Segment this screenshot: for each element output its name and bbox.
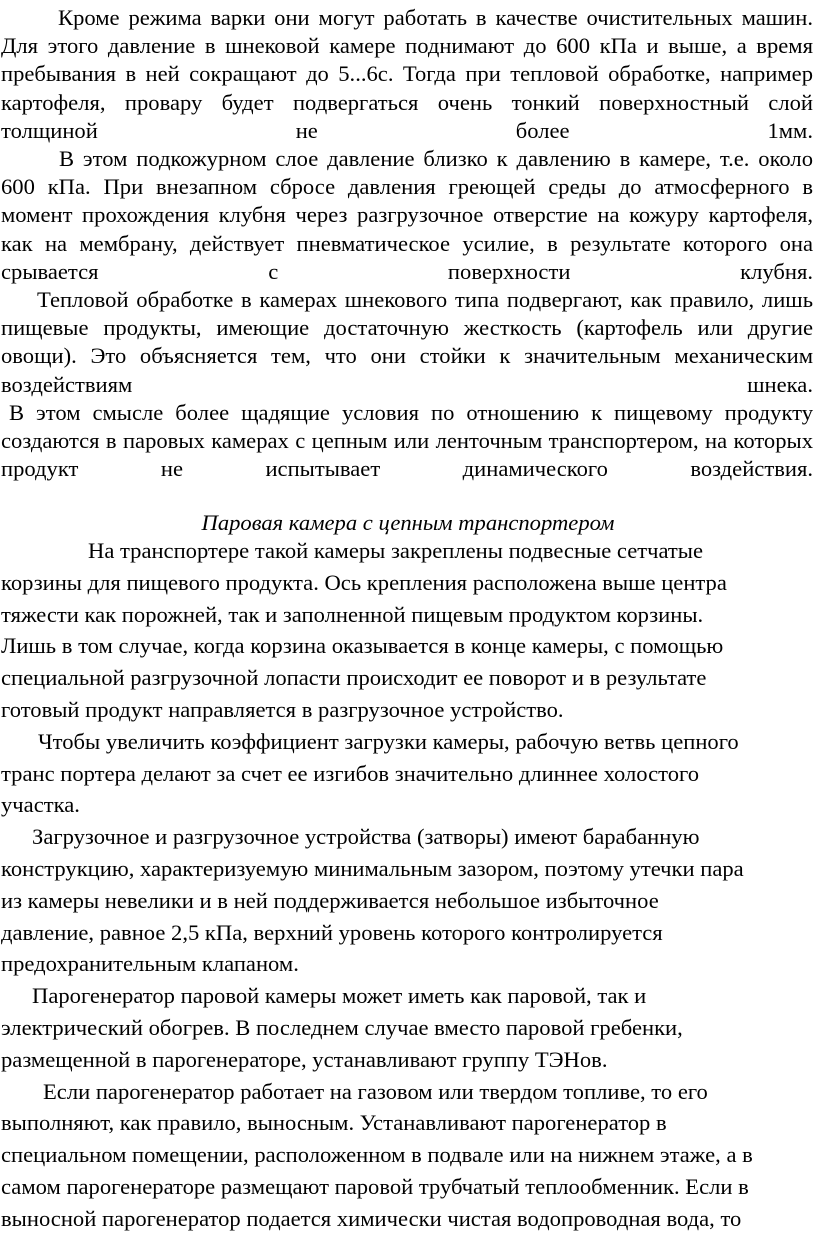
text-line: На транспортере такой камеры закреплены подвесные сетчатые — [88, 538, 704, 563]
paragraph-cleaning-mode: Кроме режима варки они могут работать в качестве очистительных машин. Для этого давление в шнековой камере поднимают до 600 кПа и выше, а время пребывания в ней сокращают до 5...6с. Тогда при тепловой обработке, например картофеля, провару будет подвергаться очень тонкий поверхностный слой толщиной не более 1мм. — [1, 5, 813, 143]
text-line: готовый продукт направляется в разгрузочное устройство. — [1, 696, 564, 722]
text-line: корзины для пищевого продукта. Ось крепления расположена выше центра — [1, 569, 727, 595]
intro-text-block — [1, 4, 813, 483]
text-line: тяжести как порожней, так и заполненной пищевым продуктом корзины. — [1, 601, 704, 627]
text-line: самом парогенераторе размещают паровой трубчатый теплообменник. Если в — [1, 1173, 749, 1199]
text-line: выполняют, как правило, выносным. Устанавливают парогенератор в — [1, 1110, 667, 1136]
paragraph-steam-generator-heating — [1, 980, 813, 1075]
text-line: транс портера делают за счет ее изгибов значительно длиннее холостого — [1, 760, 700, 786]
text-line: специальной разгрузочной лопасти происходит ее поворот и в результате — [1, 665, 707, 691]
paragraph-subskin-pressure: В этом подкожурном слое давление близко к давлению в камере, т.е. около 600 кПа. При внезапном сбросе давления греющей среды до атмосферного в момент прохождения клубня через разгрузочное отверстие на кожуру картофеля, как на мембрану, действует пневматическое усилие, в результате которого она срывается с поверхности клубня. — [1, 146, 813, 284]
text-line: Чтобы увеличить коэффициент загрузки камеры, рабочую ветвь цепного — [38, 728, 739, 754]
text-line: Если парогенератор работает на газовом или твердом топливе, то его — [43, 1078, 708, 1104]
text-line: выносной парогенератор подается химически чистая водопроводная вода, то — [1, 1205, 742, 1231]
chain-conveyor-text-block — [1, 535, 813, 1235]
text-line: давление, равное 2,5 кПа, верхний уровень которого контролируется — [1, 919, 663, 945]
text-line: Лишь в том случае, когда корзина оказывается в конце камеры, с помощью — [1, 633, 724, 659]
paragraph-baskets — [1, 535, 813, 726]
text-line: из камеры невелики и в ней поддерживается небольшое избыточное — [1, 887, 659, 913]
text-line: электрический обогрев. В последнем случае вместо паровой гребенки, — [1, 1014, 683, 1040]
text-line: Загрузочное и разгрузочное устройства (затворы) имеют барабанную — [32, 824, 700, 850]
paragraph-gates — [1, 821, 813, 980]
text-line: участка. — [1, 792, 80, 818]
paragraph-screw-chambers: Тепловой обработке в камерах шнекового типа подвергают, как правило, лишь пищевые продукты, имеющие достаточную жесткость (картофель или другие овощи). Это объясняется тем, что они стойки к значительным механическим воздействиям шнека. — [1, 287, 813, 397]
text-line: размещенной в парогенераторе, устанавливают группу ТЭНов. — [1, 1046, 608, 1072]
text-line: Парогенератор паровой камеры может иметь как паровой, так и — [32, 983, 647, 1009]
text-line: конструкцию, характеризуемую минимальным зазором, поэтому утечки пара — [1, 855, 744, 881]
section-heading: Паровая камера с цепным транспортером — [201, 510, 615, 535]
paragraph-load-factor — [1, 726, 813, 821]
paragraph-gentle-conditions: В этом смысле более щадящие условия по отношению к пищевому продукту создаются в паровых камерах с цепным или ленточным транспортером, на которых продукт не испытывает динамического воздействия. — [1, 399, 813, 482]
text-line: предохранительным клапаном. — [1, 951, 299, 977]
text-line: специальном помещении, расположенном в подвале или на нижнем этаже, а в — [1, 1142, 753, 1168]
paragraph-remote-steam-generator — [1, 1076, 813, 1235]
